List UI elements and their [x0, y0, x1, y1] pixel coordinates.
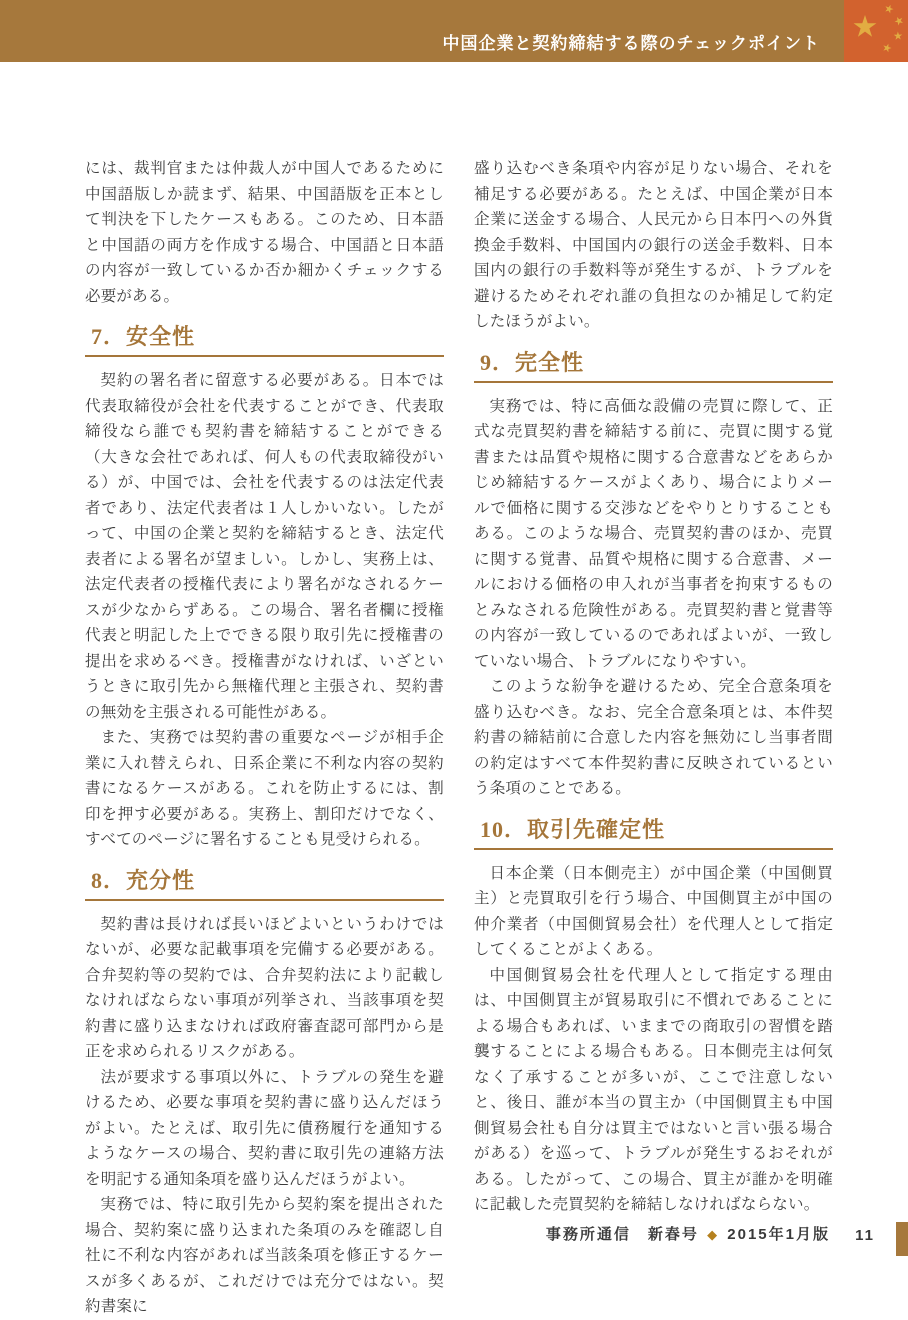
left-column [85, 156, 444, 1320]
body-paragraph: 中国側貿易会社を代理人として指定する理由は、中国側買主が貿易取引に不慣れであることによる場合もあれば、いままでの商取引の習慣を踏襲することによる場合もある。日本側売主は何気なく了承することが多いが、ここで注意しないと、後日、誰が本当の買主か（中国側買主も中国側貿易会社も自分は買主ではないと言い張る場合がある）を巡って、トラブルが発生するおそれがある。したがって、この場合、買主が誰かを明確に記載した売買契約を締結しなければならない。 [474, 966, 833, 1213]
page-header-title: 中国企業と契約締結する際のチェックポイント [442, 34, 820, 53]
body-paragraph: 日本企業（日本側売主）が中国企業（中国側買主）と売買取引を行う場合、中国側買主が中国の仲介業者（中国側貿易会社）を代理人として指定してくることがよくある。 [474, 864, 833, 958]
section-heading: 8．充分性 [85, 868, 444, 901]
footer-edge-tab [896, 1222, 908, 1256]
publication-name: 事務所通信 新春号 [545, 1226, 699, 1243]
page-header-bar [0, 0, 908, 62]
body-paragraph: には、裁判官または仲裁人が中国人であるために中国語版しか読まず、結果、中国語版を正本として判決を下したケースもある。このため、日本語と中国語の両方を作成する場合、中国語と日本語の内容が一致しているか否か細かくチェックする必要がある。 [85, 160, 444, 305]
body-paragraph: このような紛争を避けるため、完全合意条項を盛り込むべき。なお、完全合意条項とは、本件契約書の締結前に合意した内容を無効にし当事者間の約定はすべて本件契約書に反映されているという条項のことである。 [474, 678, 833, 797]
footer-imprint [546, 1223, 830, 1244]
section-heading: 10．取引先確定性 [474, 817, 833, 850]
section-heading: 7．安全性 [85, 324, 444, 357]
body-paragraph: 契約の署名者に留意する必要がある。日本では代表取締役が会社を代表することができ、代表取締役なら誰でも契約書を締結することができる（大きな会社であれば、何人もの代表取締役がいる）が、中国では、会社を代表するのは法定代表者であり、法定代表者は１人しかいない。したがって、中国の企業と契約を締結するとき、法定代表者による署名が望ましい。しかし、実務上は、法定代表者の授権代表により署名がなされるケースが少なからずある。この場合、署名者欄に授権代表と明記した上でできる限り取引先に授権書の提出を求めるべき。授権書がなければ、いざというときに取引先から無権代理と主張され、契約書の無効を主張される可能性がある。 [85, 372, 444, 721]
diamond-icon: ◆ [707, 1227, 720, 1242]
china-flag-icon [844, 0, 908, 62]
section-heading: 9．完全性 [474, 350, 833, 383]
right-column [474, 156, 833, 1320]
body-paragraph: 法が要求する事項以外に、トラブルの発生を避けるため、必要な事項を契約書に盛り込んだほうがよい。たとえば、取引先に債務履行を通知するようなケースの場合、契約書に取引先の連絡方法を明記する通知条項を盛り込んだほうがよい。 [85, 1068, 444, 1188]
article-content [85, 156, 833, 1320]
body-paragraph: 実務では、特に取引先から契約案を提出された場合、契約案に盛り込まれた条項のみを確認し自社に不利な内容があれば当該条項を修正するケースが多くあるが、これだけでは充分ではない。契約書案に [85, 1196, 444, 1315]
page-number: 11 [855, 1227, 875, 1244]
body-paragraph: 盛り込むべき条項や内容が足りない場合、それを補足する必要がある。たとえば、中国企業が日本企業に送金する場合、人民元から日本円への外貨換金手数料、中国国内の銀行の送金手数料、日本国内の銀行の手数料等が発生するが、トラブルを避けるためそれぞれ誰の負担なのか補足して約定したほうがよい。 [474, 160, 833, 330]
body-paragraph: 実務では、特に高価な設備の売買に際して、正式な売買契約書を締結する前に、売買に関する覚書または品質や規格に関する合意書などをあらかじめ締結するケースがよくあり、場合によりメールで価格に関する交渉などをやりとりすることもある。このような場合、売買契約書のほか、売買に関する覚書、品質や規格に関する合意書、メールにおける価格の申入れが当事者を拘束するものとみなされる危険性がある。売買契約書と覚書等の内容が一致しているのであればよいが、一致していない場合、トラブルになりやすい。 [474, 397, 833, 670]
body-paragraph: また、実務では契約書の重要なページが相手企業に入れ替えられ、日系企業に不利な内容の契約書になるケースがある。これを防止するには、割印を押す必要がある。実務上、割印だけでなく、すべてのページに署名することも見受けられる。 [85, 729, 444, 848]
body-paragraph: 契約書は長ければ長いほどよいというわけではないが、必要な記載事項を完備する必要がある。合弁契約等の契約では、合弁契約法により記載しなければならない事項が列挙され、当該事項を契約書に盛り込まなければ政府審査認可部門から是正を求められるリスクがある。 [85, 915, 444, 1060]
edition-label: 2015年1月版 [727, 1226, 830, 1243]
